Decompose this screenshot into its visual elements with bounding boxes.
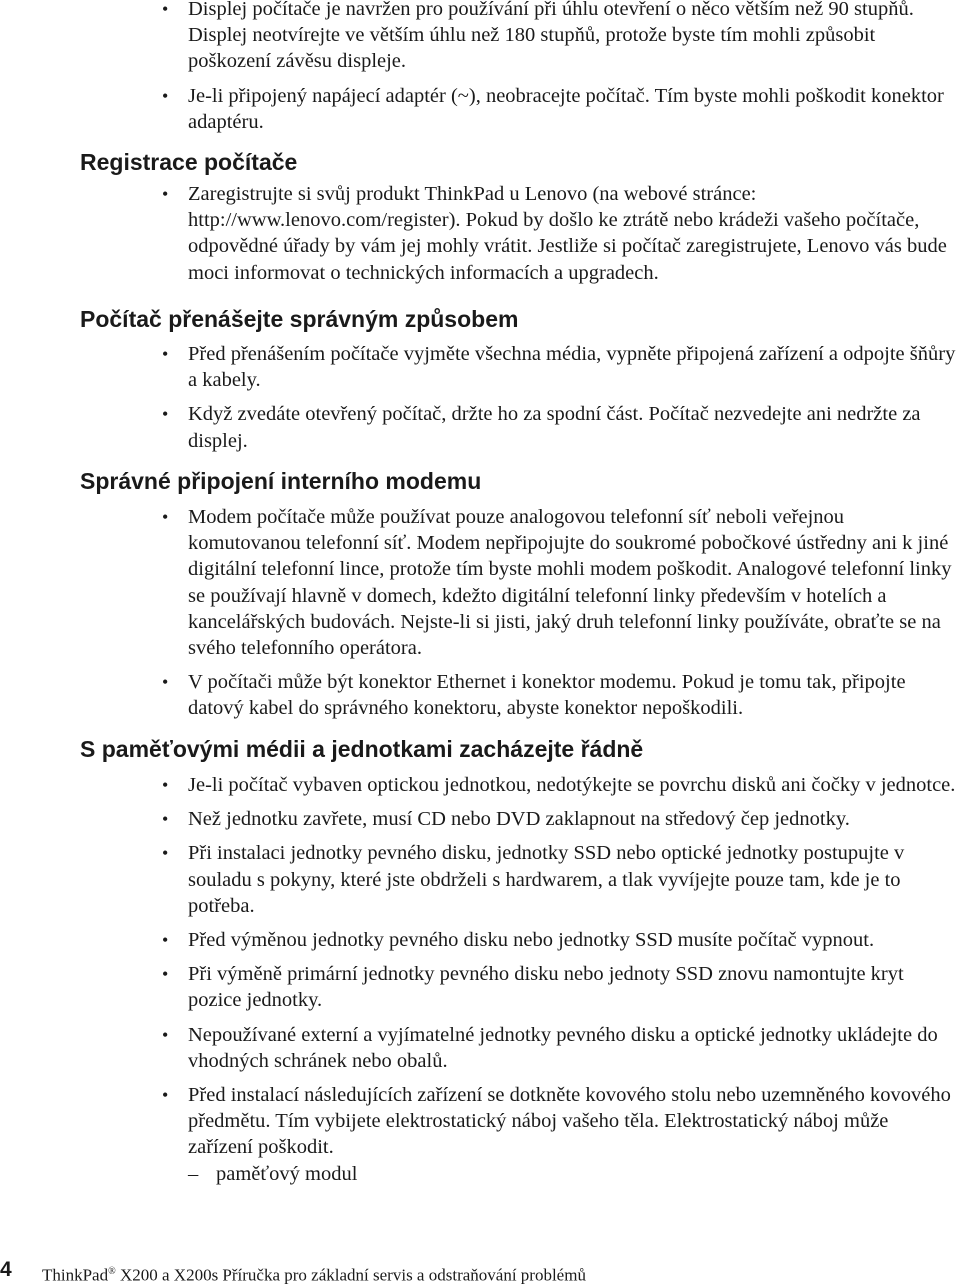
- page-number: 4: [0, 1258, 12, 1281]
- bullet-icon: •: [162, 930, 169, 951]
- bullet-icon: •: [162, 1024, 169, 1045]
- list-item: • Zaregistrujte si svůj produkt ThinkPad u Lenovo (na webové stránce: http://www.lenovo.com/register). Pokud by došlo ke ztrátě nebo krádeži vašeho počítače, odpovědné úřady by vám jej mohly vrátit. Jestliže si počítač zaregistrujete, Lenovo vás bude moci informovat o technických informacích a upgradech.: [162, 183, 947, 284]
- trademark-icon: ®: [108, 1266, 116, 1277]
- bullet-icon: •: [162, 85, 169, 106]
- bullet-icon: •: [162, 775, 169, 795]
- bullet-icon: •: [162, 843, 169, 864]
- modem-list: [0, 504, 960, 722]
- list-item: • Když zvedáte otevřený počítač, držte ho za spodní část. Počítač nezvedejte ani nedržte za displej.: [162, 403, 921, 452]
- footer-title: ThinkPad® X200 a X200s Příručka pro základní servis a odstraňování problémů: [42, 1265, 586, 1285]
- bullet-icon: •: [162, 404, 169, 425]
- media-list: [0, 772, 960, 1187]
- list-item: • Před přenášením počítače vyjměte všechna média, vypněte připojená zařízení a odpojte šňůry a kabely.: [162, 343, 956, 392]
- list-item: • Před výměnou jednotky pevného disku nebo jednotky SSD musíte počítač vypnout.: [0, 927, 960, 953]
- list-item: • Je-li počítač vybaven optickou jednotkou, nedotýkejte se povrchu disků ani čočky v jednotce.: [0, 772, 960, 798]
- section-heading-carrying: Počítač přenášejte správným způsobem: [80, 306, 519, 332]
- page-footer: [0, 1258, 960, 1285]
- list-item: • Při instalaci jednotky pevného disku, jednotky SSD nebo optické jednotky postupujte v souladu s pokyny, které jste obdrželi s hardwarem, a tlak vyvíjejte pouze tam, kde je to potřeba.: [162, 842, 905, 917]
- sub-list-item: – paměťový modul: [188, 1161, 956, 1187]
- dash-icon: –: [188, 1162, 199, 1185]
- section-heading-media: S paměťovými médii a jednotkami zacházejte řádně: [80, 736, 644, 762]
- list-item: • Nepoužívané externí a vyjímatelné jednotky pevného disku a optické jednotky ukládejte do vhodných schránek nebo obalů.: [162, 1023, 938, 1072]
- section-heading-modem: Správné připojení interního modemu: [80, 468, 482, 494]
- list-item: • Než jednotku zavřete, musí CD nebo DVD zaklapnout na středový čep jednotky.: [0, 806, 960, 832]
- bullet-icon: •: [162, 344, 169, 364]
- section-heading-registration: Registrace počítače: [80, 149, 298, 175]
- carrying-list: [0, 341, 960, 454]
- registration-list: [0, 181, 960, 286]
- bullet-icon: •: [162, 1085, 169, 1106]
- list-item: • Před instalací následujících zařízení se dotkněte kovového stolu nebo uzemněného kovového předmětu. Tím vybijete elektrostatický náboj vašeho těla. Elektrostatický náboj může zařízení poškodit. – paměťový modul: [0, 1082, 960, 1187]
- bullet-icon: •: [162, 672, 169, 693]
- list-item: • Displej počítače je navržen pro používání při úhlu otevření o něco větším než 90 stupňů. Displej neotvírejte ve větším úhlu než 180 stupňů, protože byste tím mohli způsobit poškození závěsu displeje.: [0, 0, 960, 75]
- bullet-icon: •: [162, 809, 169, 830]
- bullet-icon: •: [162, 0, 169, 19]
- list-item: • Při výměně primární jednotky pevného disku nebo jednoty SSD znovu namontujte kryt pozice jednotky.: [162, 963, 904, 1012]
- list-item: • Je-li připojený napájecí adaptér (~), neobracejte počítač. Tím byste mohli poškodit konektor adaptéru.: [162, 84, 944, 133]
- list-item: • Modem počítače může používat pouze analogovou telefonní síť neboli veřejnou komutovanou telefonní síť. Modem nepřipojujte do soukromé pobočkové ústředny ani k jiné digitální telefonní lince, protože tím byste mohli modem poškodit. Analogové telefonní linky se používají hlavně v domech, kdežto digitální telefonní linky především v hotelích a kancelářských budovách. Nejste-li si jisti, jaký druh telefonní linky používáte, obraťte se na svého telefonního operátora.: [162, 506, 952, 660]
- intro-list: [0, 0, 960, 135]
- bullet-icon: •: [162, 507, 169, 527]
- bullet-icon: •: [162, 184, 169, 204]
- bullet-icon: •: [162, 964, 169, 985]
- list-item: • V počítači může být konektor Ethernet i konektor modemu. Pokud je tomu tak, připojte datový kabel do správného konektoru, abyste konektor nepoškodili.: [162, 671, 906, 720]
